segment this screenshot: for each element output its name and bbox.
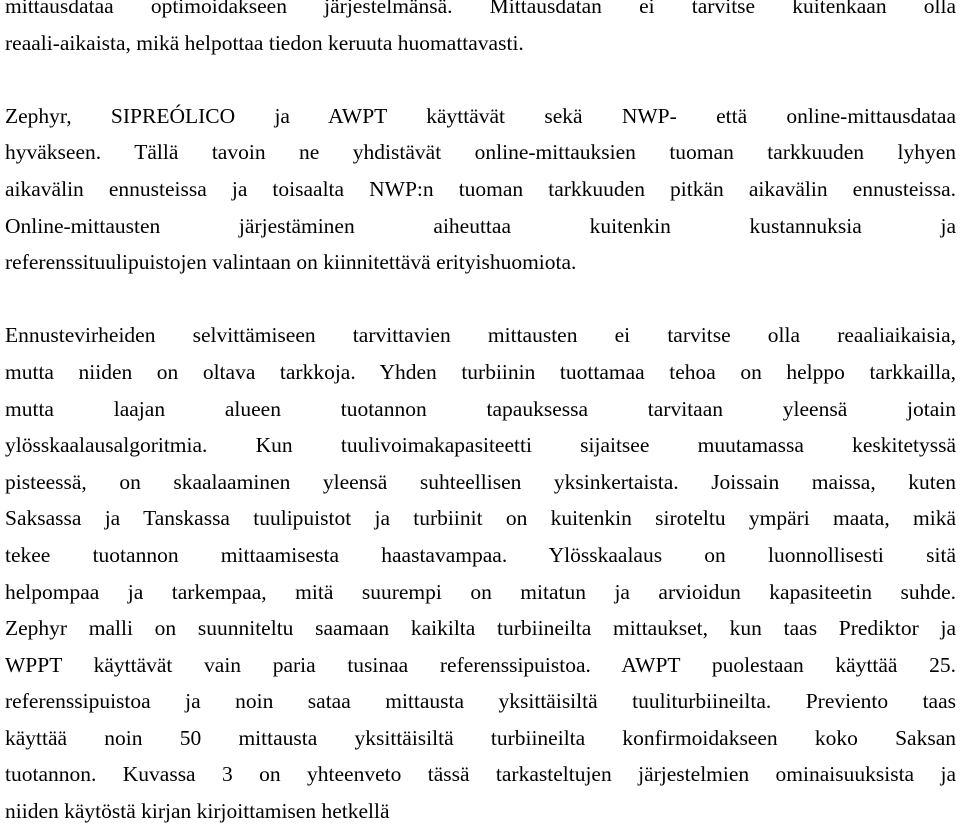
text-line: hyväkseen. Tällä tavoin ne yhdistävät online-mittauksien tuoman tarkkuuden lyhyen [5,140,956,165]
text-line: mittausdataa optimoidakseen järjestelmänsä. Mittausdatan ei tarvitse kuitenkaan olla [5,0,956,18]
paragraph-3 [5,317,956,829]
paragraph-gap [5,281,956,318]
paragraph-1 [5,0,956,61]
document-page [5,0,956,830]
text-line: referenssituulipuistojen valintaan on kiinnitettävä erityishuomiota. [5,250,577,275]
text-line: reaali-aikaista, mikä helpottaa tiedon keruuta huomattavasti. [5,30,524,55]
text-line: käyttää noin 50 mittausta yksittäisiltä turbiineilta konfirmoidakseen koko Saksan [5,725,956,750]
text-line: Online-mittausten järjestäminen aiheuttaa kuitenkin kustannuksia ja [5,213,956,238]
text-line: mutta laajan alueen tuotannon tapauksessa tarvitaan yleensä jotain [5,396,956,421]
text-line: Saksassa ja Tanskassa tuulipuistot ja turbiinit on kuitenkin siroteltu ympäri maata, mikä [5,506,956,531]
text-line: aikavälin ennusteissa ja toisaalta NWP:n tuoman tarkkuuden pitkän aikavälin ennusteissa. [5,176,956,201]
text-line: pisteessä, on skaalaaminen yleensä suhteellisen yksinkertaista. Joissain maissa, kuten [5,469,956,494]
text-line: Ennustevirheiden selvittämiseen tarvittavien mittausten ei tarvitse olla reaaliaikaisia, [5,323,956,348]
text-line: tekee tuotannon mittaamisesta haastavampaa. Ylösskaalaus on luonnollisesti sitä [5,542,956,567]
paragraph-2 [5,98,956,281]
text-line: referenssipuistoa ja noin sataa mittausta yksittäisiltä tuuliturbiineilta. Previento taas [5,689,956,714]
text-line: niiden käytöstä kirjan kirjoittamisen hetkellä [5,799,390,824]
text-line: Zephyr malli on suunniteltu saamaan kaikilta turbiineilta mittaukset, kun taas Prediktor ja [5,616,956,641]
text-line: helpompaa ja tarkempaa, mitä suurempi on mitatun ja arvioidun kapasiteetin suhde. [5,579,956,604]
text-line: WPPT käyttävät vain paria tusinaa referenssipuistoa. AWPT puolestaan käyttää 25. [5,652,956,677]
text-line: Zephyr, SIPREÓLICO ja AWPT käyttävät sekä NWP- että online-mittausdataa [5,103,956,128]
paragraph-gap [5,61,956,98]
text-line: mutta niiden on oltava tarkkoja. Yhden turbiinin tuottamaa tehoa on helppo tarkkailla, [5,359,956,384]
text-line: ylösskaalausalgoritmia. Kun tuulivoimakapasiteetti sijaitsee muutamassa keskitetyssä [5,433,956,458]
text-line: tuotannon. Kuvassa 3 on yhteenveto tässä tarkasteltujen järjestelmien ominaisuuksista ja [5,762,956,787]
